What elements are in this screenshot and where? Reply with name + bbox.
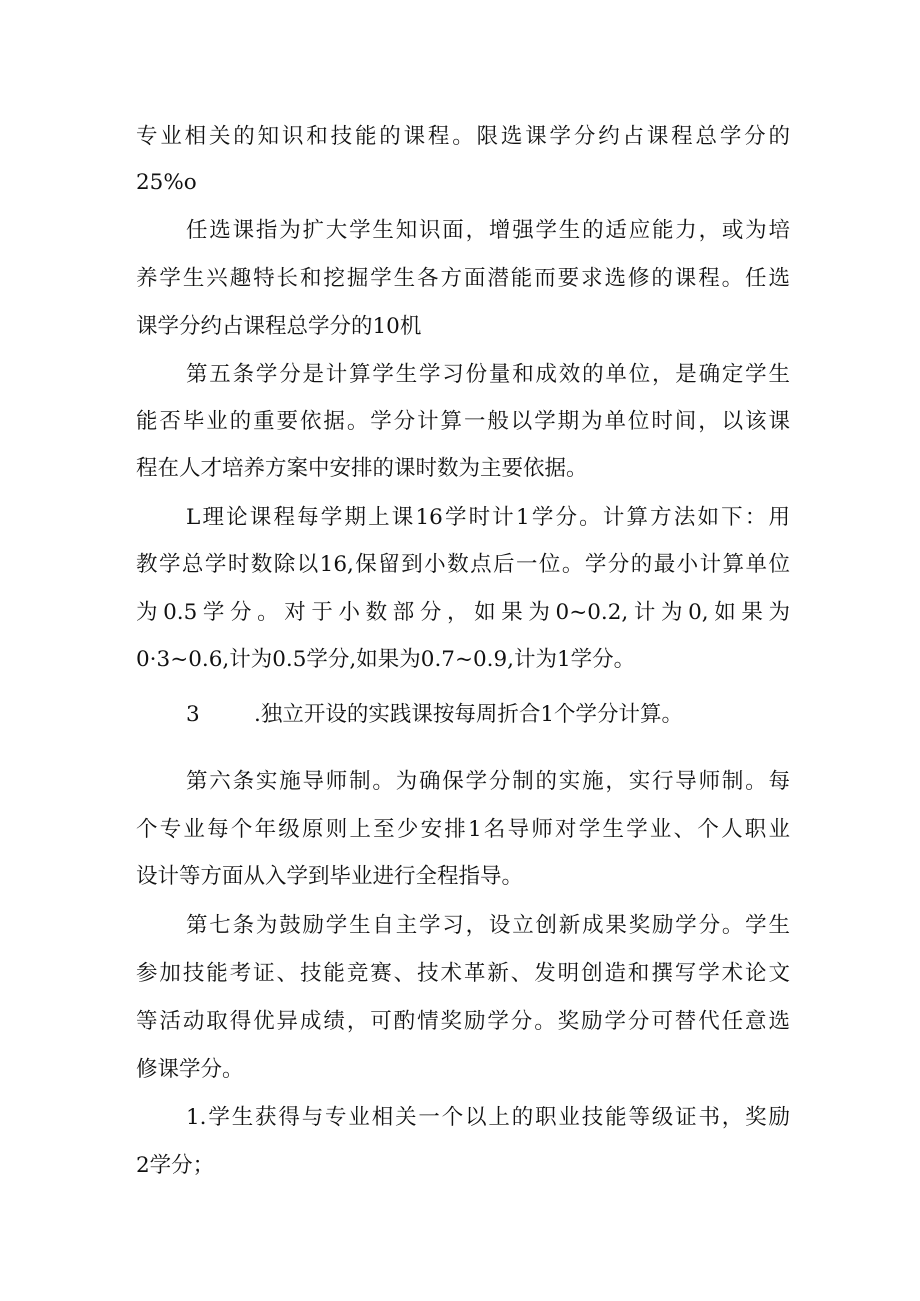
text-line: 等活动取得优异成绩，可酌情奖励学分。奖励学分可替代任意选 — [136, 1009, 790, 1034]
text-line: 第五条学分是计算学生学习份量和成效的单位，是确定学生 — [186, 362, 790, 387]
text-line: 第七条为鼓励学生自主学习，设立创新成果奖励学分。学生 — [186, 913, 790, 938]
text-line: 能否毕业的重要依据。学分计算一般以学期为单位时间，以该课 — [136, 409, 790, 434]
text-line: 课学分约占课程总学分的10机 — [136, 314, 422, 339]
text-line: 专业相关的知识和技能的课程。限选课学分约占课程总学分的 — [136, 124, 790, 149]
text-line: 修课学分。 — [136, 1057, 244, 1082]
text-line: 个专业每个年级原则上至少安排1名导师对学生学业、个人职业 — [136, 817, 790, 842]
text-line: .独立开设的实践课按每周折合1个学分计算。 — [254, 702, 684, 727]
text-line: 设计等方面从入学到毕业进行全程指导。 — [136, 864, 524, 889]
text-line: 教学总学时数除以16,保留到小数点后一位。学分的最小计算单位 — [136, 552, 790, 577]
text-line: 2学分； — [136, 1153, 215, 1178]
text-line: 为0.5学分。对于小数部分，如果为0~0.2,计为0,如果为 — [136, 600, 790, 625]
text-line: 0·3~0.6,计为0.5学分,如果为0.7~0.9,计为1学分。 — [136, 647, 636, 672]
text-line: 程在人才培养方案中安排的课时数为主要依据。 — [136, 456, 588, 481]
text-line: 第六条实施导师制。为确保学分制的实施，实行导师制。每 — [186, 769, 790, 794]
text-line: 参加技能考证、技能竞赛、技术革新、发明创造和撰写学术论文 — [136, 961, 790, 986]
text-line: 1.学生获得与专业相关一个以上的职业技能等级证书，奖励 — [186, 1105, 790, 1130]
text-line: 任选课指为扩大学生知识面，增强学生的适应能力，或为培 — [186, 218, 790, 243]
text-line: L理论课程每学期上课16学时计1学分。计算方法如下：用 — [186, 505, 790, 530]
list-number: 3 — [186, 702, 200, 727]
text-line: 25%o — [136, 170, 197, 195]
text-line: 养学生兴趣特长和挖掘学生各方面潜能而要求选修的课程。任选 — [136, 266, 790, 291]
